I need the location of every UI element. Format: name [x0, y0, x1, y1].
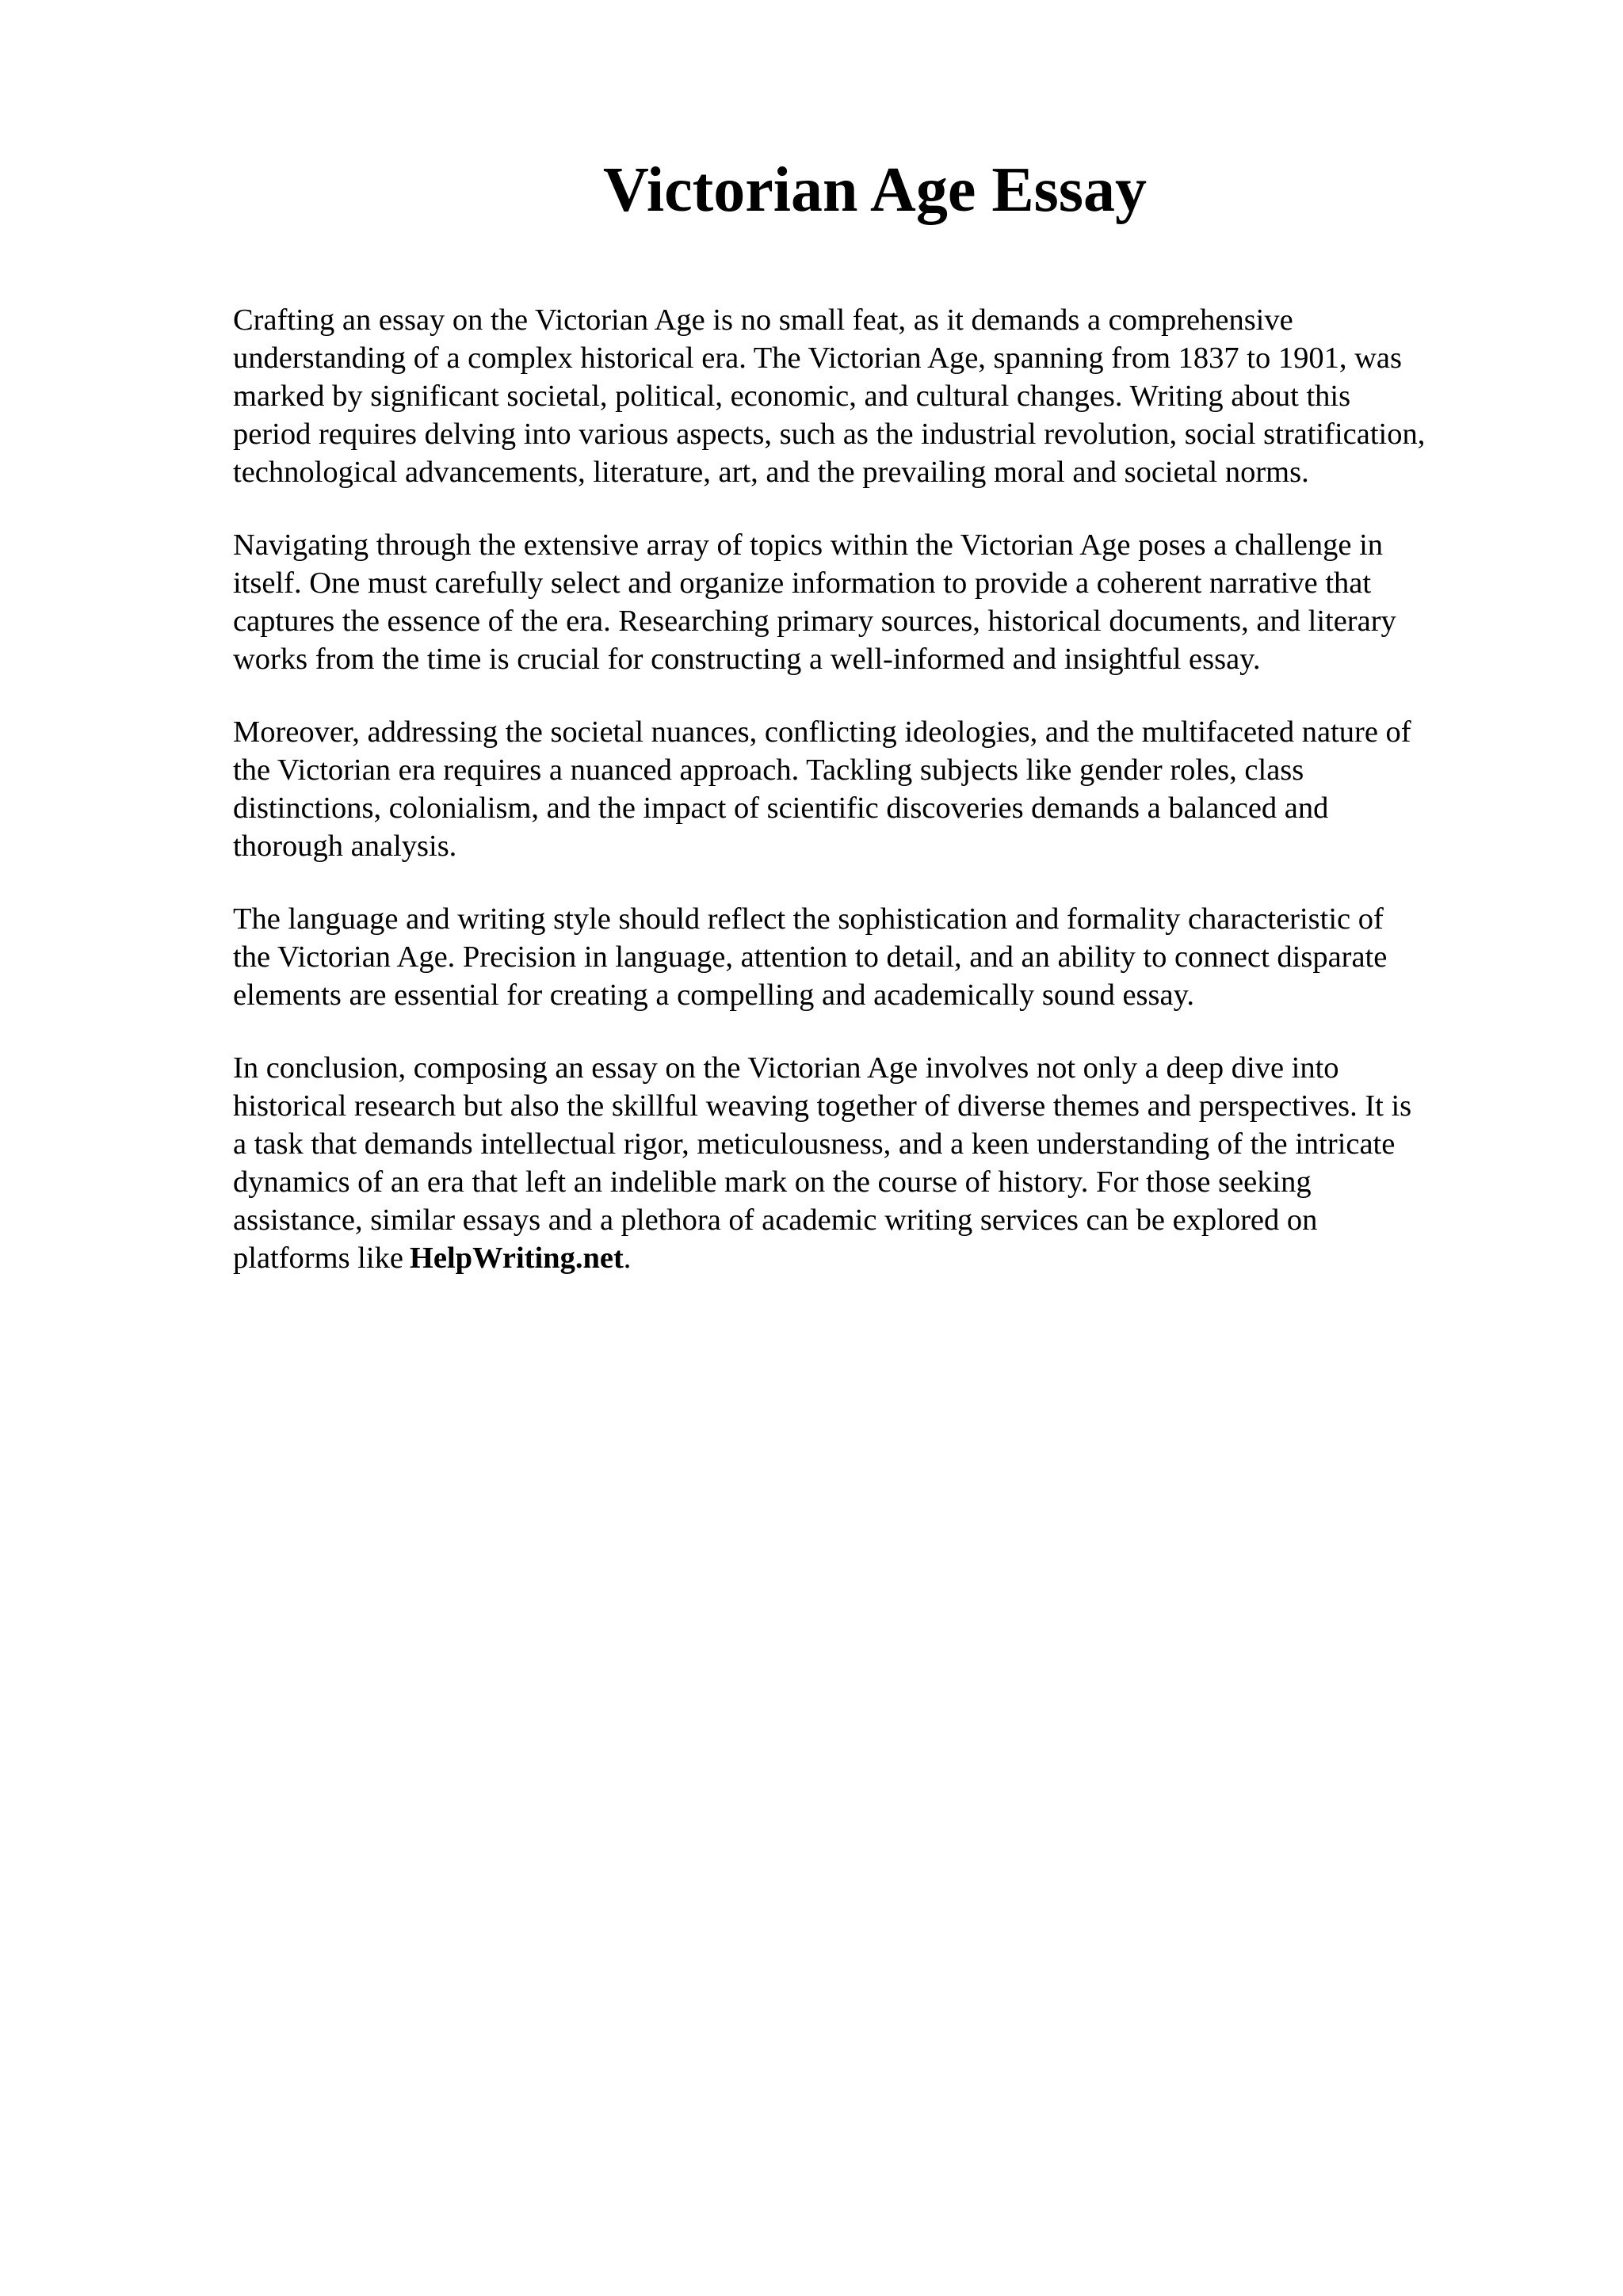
paragraph-1: Crafting an essay on the Victorian Age is no small feat, as it demands a comprehensive understanding of a complex historical era. The Victorian Age, spanning from 1837 to 1901, was marked by significant societal, political, economic, and cultural changes. Writing about this period requires delving into various aspects, such as the industrial revolution, social stratification, technological advancements, literature, art, and the prevailing moral and societal norms. — [233, 303, 1426, 489]
page-title: Victorian Age Essay — [603, 155, 1147, 225]
closing-period: . — [623, 1241, 632, 1275]
paragraph-5 — [233, 1049, 1533, 1277]
paragraph-3: Moreover, addressing the societal nuances, conflicting ideologies, and the multifaceted nature of the Victorian era requires a nuanced approach. Tackling subjects like gender roles, class distinctions, colonialism, and the impact of scientific discoveries demands a balanced and thorough analysis. — [233, 715, 1411, 863]
paragraph-5-text: In conclusion, composing an essay on the Victorian Age involves not only a deep dive into historical research but also the skillful weaving together of diverse themes and perspectives. It is a task that demands intellectual rigor, meticulousness, and a keen understanding of the intricate dynamics of an era that left an indelible mark on the course of history. For those seeking assistance, similar essays and a plethora of academic writing services can be explored on platforms like — [233, 1051, 1412, 1275]
paragraph-2: Navigating through the extensive array of topics within the Victorian Age poses a challenge in itself. One must carefully select and organize information to provide a coherent narrative that captures the essence of the era. Researching primary sources, historical documents, and literary works from the time is crucial for constructing a well-informed and insightful essay. — [233, 528, 1396, 676]
essay-body — [233, 301, 1533, 1312]
helpwriting-link[interactable]: HelpWriting.net — [409, 1241, 624, 1275]
paragraph-4: The language and writing style should reflect the sophistication and formality characteristic of the Victorian Age. Precision in language, attention to detail, and an ability to connect disparate elements are essential for creating a compelling and academically sound essay. — [233, 902, 1388, 1012]
